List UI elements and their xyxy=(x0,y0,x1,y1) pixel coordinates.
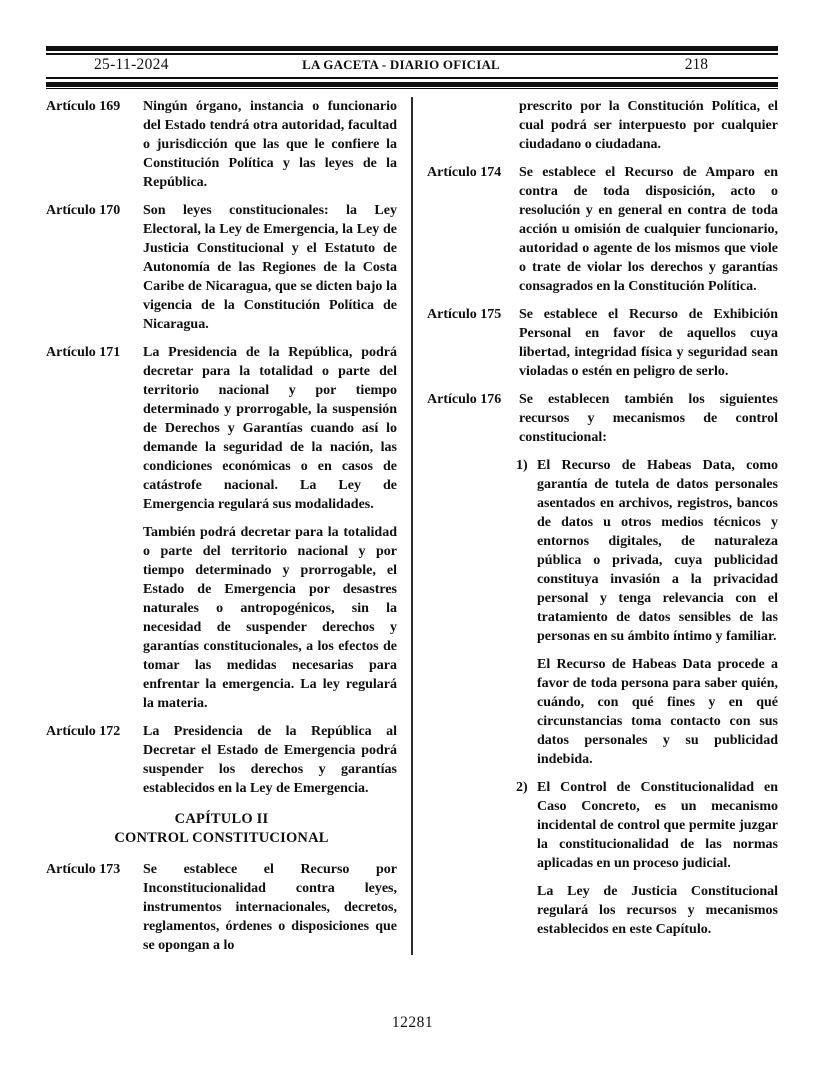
article-block xyxy=(46,97,397,192)
page-header xyxy=(46,46,778,89)
list-item-marker: 2) xyxy=(516,780,528,795)
article-label: Artículo 171 xyxy=(46,345,121,360)
article-text: Se establece el Recurso por Inconstitucionalidad contra leyes, instrumentos internacionales, decretos, reglamentos, órdenes o disposiciones que se opongan a lo xyxy=(143,862,397,953)
article-text: prescrito por la Constitución Política, el cual podrá ser interpuesto por cualquier ciudadano o ciudadana. xyxy=(519,99,778,152)
header-rule-thin-bottom xyxy=(46,77,778,79)
list-item xyxy=(427,456,778,646)
article-label: Artículo 174 xyxy=(427,165,502,180)
list-item-marker: 1) xyxy=(516,458,528,473)
article-text: Se establece el Recurso de Amparo en contra de toda disposición, acto o resolución y en general en contra de toda acción u omisión de cualquier funcionario, autoridad o agente de los mismos que viole o trate de violar los derechos y garantías consagrados en la Constitución Política. xyxy=(519,165,778,294)
article-text: Son leyes constitucionales: la Ley Electoral, la Ley de Emergencia, la Ley de Justicia Constitucional y el Estatuto de Autonomía de las Regiones de la Costa Caribe de Nicaragua, que se dicten bajo la vigencia de la Constitución Política de Nicaragua. xyxy=(143,203,397,332)
item-continuation-paragraph xyxy=(427,882,778,939)
article-label xyxy=(427,97,519,154)
article-block xyxy=(427,163,778,296)
column-divider-rule xyxy=(411,97,413,955)
article-label: Artículo 175 xyxy=(427,307,502,322)
continuation-paragraph xyxy=(46,523,397,713)
column-gutter xyxy=(397,97,427,955)
header-rule-hairline xyxy=(46,88,778,89)
article-text: También podrá decretar para la totalidad o parte del territorio nacional y por tiempo determinado y prorrogable, el Estado de Emergencia por desastres naturales o antropogénicos, sin la necesidad de suspender derechos y garantías constitucionales, a los efectos de tomar las medidas necesarias para enfrentar la emergencia. La ley regulará la materia. xyxy=(143,525,397,711)
document-body xyxy=(46,97,778,955)
continuation-paragraph xyxy=(427,97,778,154)
item-continuation-text: La Ley de Justicia Constitucional regulará los recursos y mecanismos establecidos en este Capítulo. xyxy=(537,884,778,937)
article-text: La Presidencia de la República al Decretar el Estado de Emergencia podrá suspender los derechos y garantías establecidos en la Ley de Emergencia. xyxy=(143,724,397,796)
footer-page-number: 12281 xyxy=(391,1014,434,1031)
chapter-heading xyxy=(46,810,397,848)
article-block xyxy=(46,860,397,955)
chapter-heading-line: CAPÍTULO II xyxy=(174,811,269,827)
article-block xyxy=(46,201,397,334)
right-column xyxy=(427,97,778,955)
article-text: Ningún órgano, instancia o funcionario del Estado tendrá otra autoridad, facultad o jurisdicción que las que le confiere la Constitución Política y las leyes de la República. xyxy=(143,99,397,190)
header-title: LA GACETA - DIARIO OFICIAL xyxy=(302,57,500,72)
header-rule-thick-bottom xyxy=(46,82,778,87)
article-block xyxy=(46,722,397,798)
header-rule-thick-top xyxy=(46,46,778,51)
list-item-text: El Recurso de Habeas Data, como garantía de tutela de datos personales asentados en archivos, registros, bancos de datos u otros medios técnicos y entornos digitales, de naturaleza pública o privada, cuya publicidad constituya invasión a la privacidad personal y tenga relevancia con el tratamiento de datos sensibles de las personas en su ámbito íntimo y familiar. xyxy=(537,458,778,644)
article-text: Se establecen también los siguientes recursos y mecanismos de control constitucional: xyxy=(519,392,778,445)
article-label: Artículo 170 xyxy=(46,203,121,218)
item-continuation-text: El Recurso de Habeas Data procede a favor de toda persona para saber quién, cuándo, con qué fines y en qué circunstancias toma contacto con sus datos personales y su publicidad indebida. xyxy=(537,657,778,767)
chapter-heading-line: CONTROL CONSTITUCIONAL xyxy=(114,830,329,846)
list-item xyxy=(427,778,778,873)
article-label: Artículo 172 xyxy=(46,724,121,739)
header-page-number: 218 xyxy=(684,56,709,73)
page-footer xyxy=(0,1014,825,1032)
left-column xyxy=(46,97,397,955)
article-block xyxy=(427,305,778,381)
article-label: Artículo 173 xyxy=(46,862,121,877)
header-date: 25-11-2024 xyxy=(94,56,169,73)
item-continuation-paragraph xyxy=(427,655,778,769)
article-block xyxy=(427,390,778,447)
article-label xyxy=(46,523,143,713)
article-text: Se establece el Recurso de Exhibición Personal en favor de aquellos cuya libertad, integridad física y seguridad sean violadas o estén en peligro de serlo. xyxy=(519,307,778,379)
article-label: Artículo 176 xyxy=(427,392,502,407)
article-label: Artículo 169 xyxy=(46,99,121,114)
list-item-text: El Control de Constitucionalidad en Caso Concreto, es un mecanismo incidental de control que permite juzgar la constitucionalidad de las normas aplicadas en un proceso judicial. xyxy=(537,780,778,871)
header-row xyxy=(46,55,778,76)
article-text: La Presidencia de la República, podrá decretar para la totalidad o parte del territorio nacional y por tiempo determinado y prorrogable, la suspensión de Derechos y Garantías cuando así lo demande la seguridad de la nación, las condiciones económicas o en casos de catástrofe nacional. La Ley de Emergencia regulará sus modalidades. xyxy=(143,345,397,512)
article-block xyxy=(46,343,397,514)
